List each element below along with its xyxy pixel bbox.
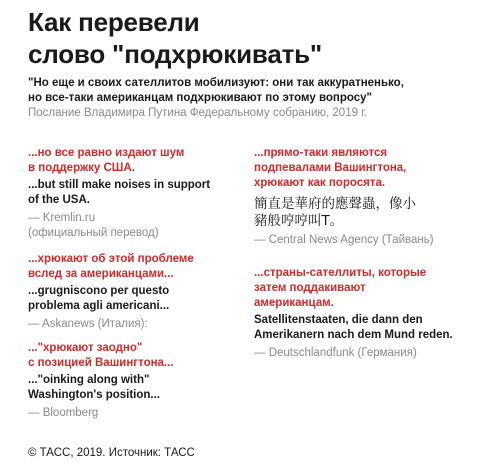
russian-backtranslation: ...хрюкают об этой проблеме вслед за американцами... — [28, 253, 194, 280]
quote-source: Послание Владимира Путина Федеральному собранию, 2019 г. — [28, 107, 368, 119]
translation-source: — Kremlin.ru (официальный перевод) — [28, 212, 159, 239]
russian-backtranslation: ..."хрюкают заодно" с позицией Вашингтона... — [28, 342, 174, 369]
translation-card-cna — [254, 146, 474, 248]
translation-source: — Central News Agency (Тайвань) — [254, 234, 434, 246]
russian-backtranslation: ...но все равно издают шум в поддержку США. — [28, 147, 185, 174]
foreign-translation: Satellitenstaaten, die dann den Amerikanern nach dem Mund reden. — [254, 314, 453, 341]
translation-source: — Askanews (Италия): — [28, 318, 148, 330]
russian-backtranslation: ...страны-сателлиты, которые затем поддакивают американцам. — [254, 267, 427, 309]
putin-quote: "Но еще и своих сателлитов мобилизуют: они так аккуратненько, но все-таки американцам подхрюкивают по этому вопросу" — [28, 77, 404, 104]
translation-card-askanews — [28, 252, 238, 332]
foreign-translation: ...grugniscono per questo problema agli americani... — [28, 285, 170, 312]
page-title: Как перевели слово "подхрюкивать" — [28, 7, 323, 69]
foreign-translation: 簡直是華府的應聲蟲，像小 豬般哼哼叫T。 — [254, 196, 416, 229]
translation-card-kremlin — [28, 146, 238, 241]
foreign-translation: ..."oinking along with" Washington's position... — [28, 374, 160, 401]
russian-backtranslation: ...прямо-таки являются подпевалами Вашингтона, хрюкают как поросята. — [254, 147, 407, 189]
translation-source: — Bloomberg — [28, 407, 99, 419]
copyright-footer: © ТАСС, 2019. Источник: ТАСС — [28, 447, 195, 459]
foreign-translation: ...but still make noises in support of the USA. — [28, 179, 211, 206]
translation-source: — Deutschlandfunk (Германия) — [254, 347, 417, 359]
translation-card-deutschlandfunk — [254, 266, 474, 361]
translation-card-bloomberg — [28, 341, 238, 421]
